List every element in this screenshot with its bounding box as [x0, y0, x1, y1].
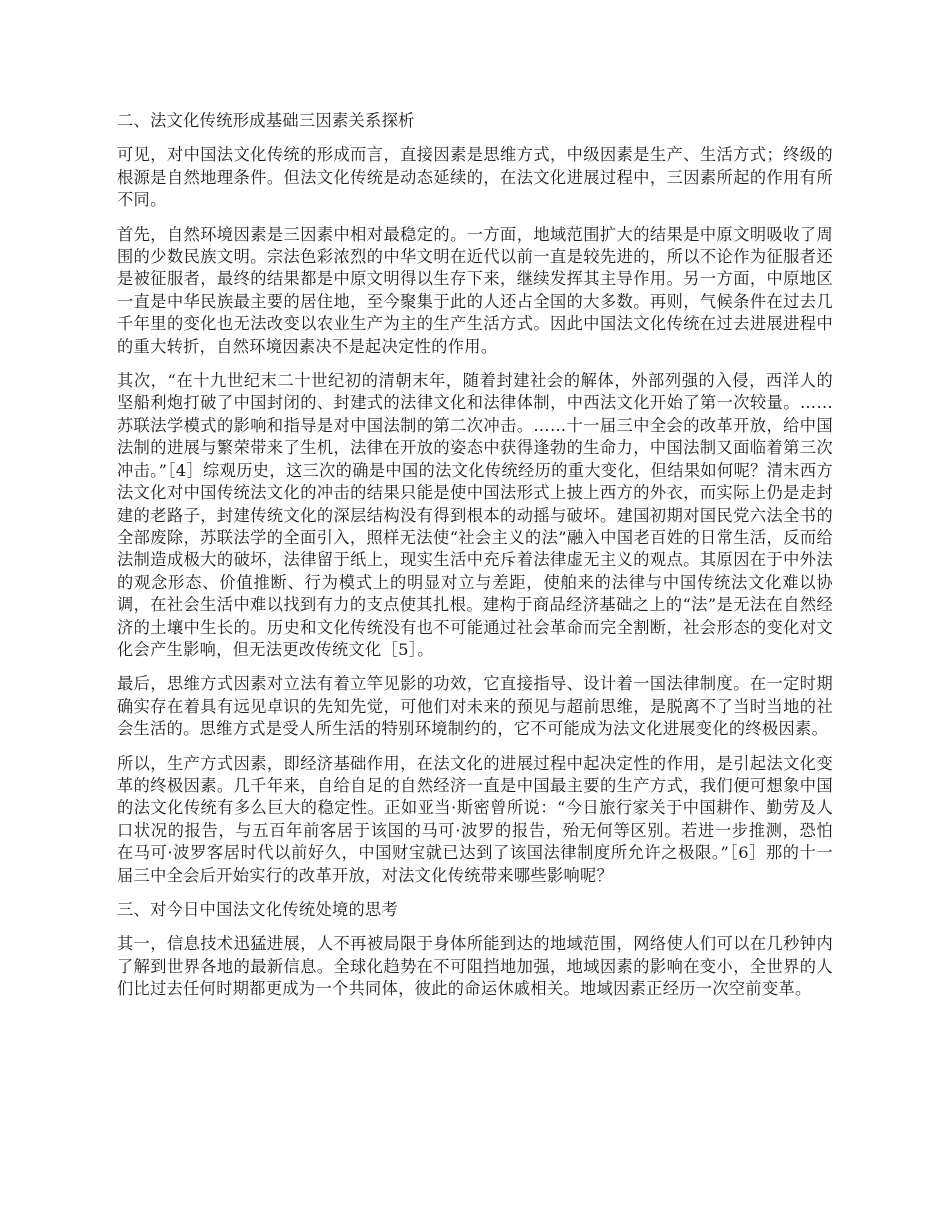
section-heading-3: 三、对今日中国法文化传统处境的思考 [117, 900, 399, 919]
section-heading-2: 二、法文化传统形成基础三因素关系探析 [117, 111, 415, 130]
paragraph: 可见，对中国法文化传统的形成而言，直接因素是思维方式，中级因素是生产、生活方式；终级的根源是自然地理条件。但法文化传统是动态延续的，在法文化进展过程中，三因素所起的作用有所不同。 [117, 145, 833, 210]
paragraph: 首先，自然环境因素是三因素中相对最稳定的。一方面，地域范围扩大的结果是中原文明吸收了周围的少数民族文明。宗法色彩浓烈的中华文明在近代以前一直是较先进的，所以不论作为征服者还是被征服者，最终的结果都是中原文明得以生存下来，继续发挥其主导作用。另一方面，中原地区一直是中华民族最主要的居住地，至今聚集于此的人还占全国的大多数。再则，气候条件在过去几千年里的变化也无法改变以农业生产为主的生产生活方式。因此中国法文化传统在过去进展进程中的重大转折，自然环境因素决不是起决定性的作用。 [117, 224, 833, 356]
paragraph: 所以，生产方式因素，即经济基础作用，在法文化的进展过程中起决定性的作用，是引起法文化变革的终极因素。几千年来，自给自足的自然经济一直是中国最主要的生产方式，我们便可想象中国的法文化传统有多么巨大的稳定性。正如亚当·斯密曾所说：“今日旅行家关于中国耕作、勤劳及人口状况的报告，与五百年前客居于该国的马可·波罗的报告，殆无何等区别。若进一步推测，恐怕在马可·波罗客居时代以前好久，中国财宝就已达到了该国法律制度所允许之极限。”［6］那的十一届三中全会后开始实行的改革开放，对法文化传统带来哪些影响呢？ [117, 753, 833, 885]
paragraph: 其次，“在十九世纪末二十世纪初的清朝末年，随着封建社会的解体，外部列强的入侵，西洋人的坚船利炮打破了中国封闭的、封建式的法律文化和法律体制，中西法文化开始了第一次较量。……苏联法学模式的影响和指导是对中国法制的第二次冲击。……十一届三中全会的改革开放，给中国法制的进展与繁荣带来了生机，法律在开放的姿态中获得逢勃的生命力，中国法制又面临着第三次冲击。”［4］综观历史，这三次的确是中国的法文化传统经历的重大变化，但结果如何呢？清末西方法文化对中国传统法文化的冲击的结果只能是使中国法形式上披上西方的外衣，而实际上仍是走封建的老路子，封建传统文化的深层结构没有得到根本的动摇与破坏。建国初期对国民党六法全书的全部废除，苏联法学的全面引入，照样无法使“社会主义的法”融入中国老百姓的日常生活，反而给法制造成极大的破坏，法律留于纸上，现实生活中充斥着法律虚无主义的观点。其原因在于中外法的观念形态、价值推断、行为模式上的明显对立与差距，使舶来的法律与中国传统法文化难以协调，在社会生活中难以找到有力的支点使其扎根。建构于商品经济基础之上的“法”是无法在自然经济的土壤中生长的。历史和文化传统没有也不可能通过社会革命而完全割断，社会形态的变化对文化会产生影响，但无法更改传统文化［5］。 [117, 371, 833, 659]
paragraph: 最后，思维方式因素对立法有着立竿见影的功效，它直接指导、设计着一国法律制度。在一定时期确实存在着具有远见卓识的先知先觉，可他们对未来的预见与超前思维，是脱离不了当时当地的社会生活的。思维方式是受人所生活的特别环境制约的，它不可能成为法文化进展变化的终极因素。 [117, 674, 833, 739]
paragraph: 其一，信息技术迅猛进展，人不再被局限于身体所能到达的地域范围，网络使人们可以在几秒钟内了解到世界各地的最新信息。全球化趋势在不可阻挡地加强，地域因素的影响在变小，全世界的人们比过去任何时期都更成为一个共同体，彼此的命运休戚相关。地域因素正经历一次空前变革。 [117, 934, 833, 999]
